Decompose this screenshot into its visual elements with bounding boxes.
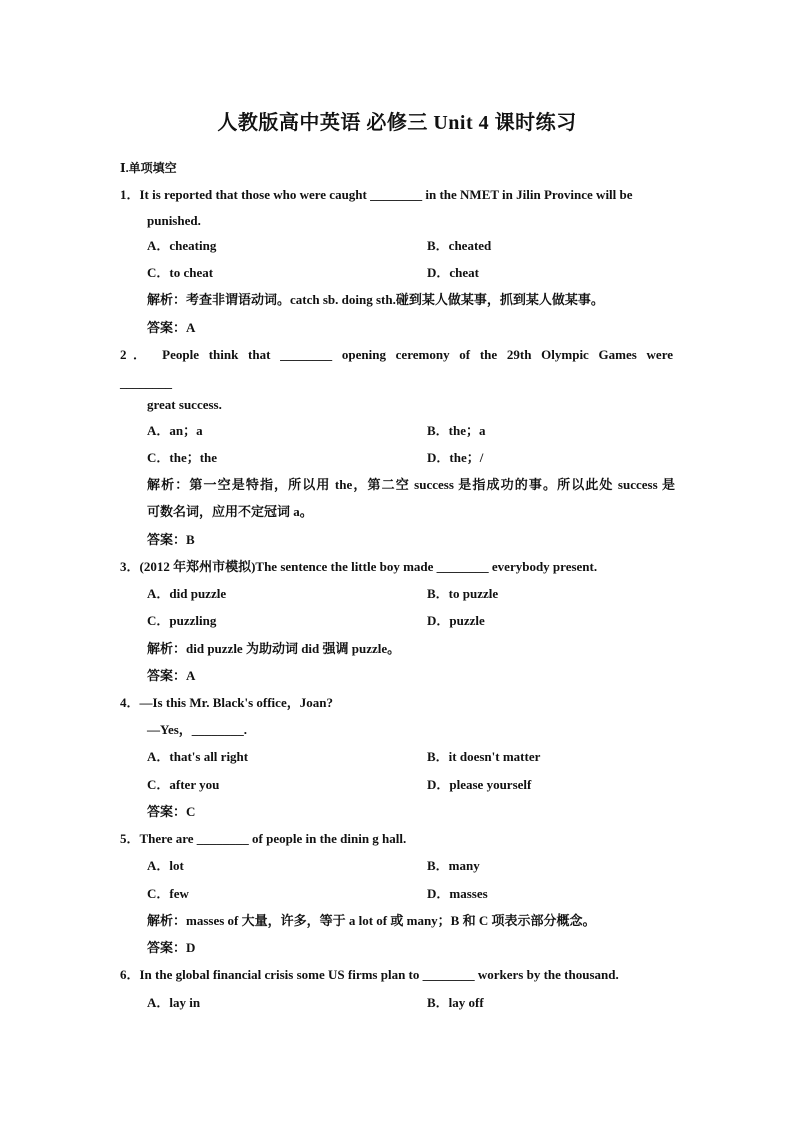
question-4-answer: 答案：C (147, 804, 196, 819)
question-1-option-a: A．cheating (147, 238, 217, 253)
question-4-line2: —Yes，________. (147, 722, 248, 737)
question-1-option-d: D．cheat (427, 265, 479, 280)
question-5-option-c: C．few (147, 886, 189, 901)
question-2-answer: 答案：B (147, 532, 195, 547)
question-2-line2: ________ (120, 375, 172, 390)
question-2-analysis-line1: 解析：第一空是特指，所以用 the，第二空 success 是指成功的事。所以此处 success 是 (147, 477, 675, 492)
question-1-line1: 1．It is reported that those who were caught ________ in the NMET in Jilin Province will be (120, 187, 633, 202)
question-3-line1: 3．(2012 年郑州市模拟)The sentence the little boy made ________ everybody present. (120, 559, 598, 574)
question-2-option-b: B．the；a (427, 423, 486, 438)
question-5-option-a: A．lot (147, 858, 184, 873)
question-5-line1: 5．There are ________ of people in the dinin g hall. (120, 831, 407, 846)
question-2-option-d: D．the；/ (427, 450, 484, 465)
question-6-option-b: B．lay off (427, 995, 484, 1010)
question-1-analysis: 解析：考查非谓语动词。catch sb. doing sth.碰到某人做某事，抓到某人做某事。 (147, 292, 604, 307)
question-6-option-a: A．lay in (147, 995, 201, 1010)
question-4-option-d: D．please yourself (427, 777, 532, 792)
question-5-analysis: 解析：masses of 大量，许多，等于 a lot of 或 many；B 和 C 项表示部分概念。 (147, 913, 596, 928)
question-4-option-b: B．it doesn't matter (427, 749, 541, 764)
section-heading: Ⅰ.单项填空 (120, 161, 177, 175)
question-2-analysis-line2: 可数名词，应用不定冠词 a。 (147, 504, 313, 519)
question-2-line3: great success. (147, 397, 222, 412)
question-4-option-c: C．after you (147, 777, 220, 792)
question-2-option-c: C．the；the (147, 450, 218, 465)
question-3-option-d: D．puzzle (427, 613, 485, 628)
question-3-analysis: 解析：did puzzle 为助动词 did 强调 puzzle。 (147, 641, 401, 656)
question-1-answer: 答案：A (147, 320, 196, 335)
page-title: 人教版高中英语 必修三 Unit 4 课时练习 (217, 112, 577, 134)
question-5-answer: 答案：D (147, 940, 196, 955)
question-5-option-d: D．masses (427, 886, 488, 901)
question-1-option-c: C．to cheat (147, 265, 214, 280)
question-2-line1: 2． People think that ________ opening ceremony of the 29th Olympic Games were (120, 347, 673, 362)
question-5-option-b: B．many (427, 858, 480, 873)
question-4-line1: 4．—Is this Mr. Black's office，Joan? (120, 695, 333, 710)
question-6-line1: 6．In the global financial crisis some US firms plan to ________ workers by the thousand. (120, 967, 619, 982)
question-3-option-b: B．to puzzle (427, 586, 499, 601)
question-3-option-c: C．puzzling (147, 613, 217, 628)
question-2-option-a: A．an；a (147, 423, 203, 438)
question-3-option-a: A．did puzzle (147, 586, 227, 601)
question-1-option-b: B．cheated (427, 238, 492, 253)
question-1-line2: punished. (147, 213, 201, 228)
question-3-answer: 答案：A (147, 668, 196, 683)
question-4-option-a: A．that's all right (147, 749, 249, 764)
